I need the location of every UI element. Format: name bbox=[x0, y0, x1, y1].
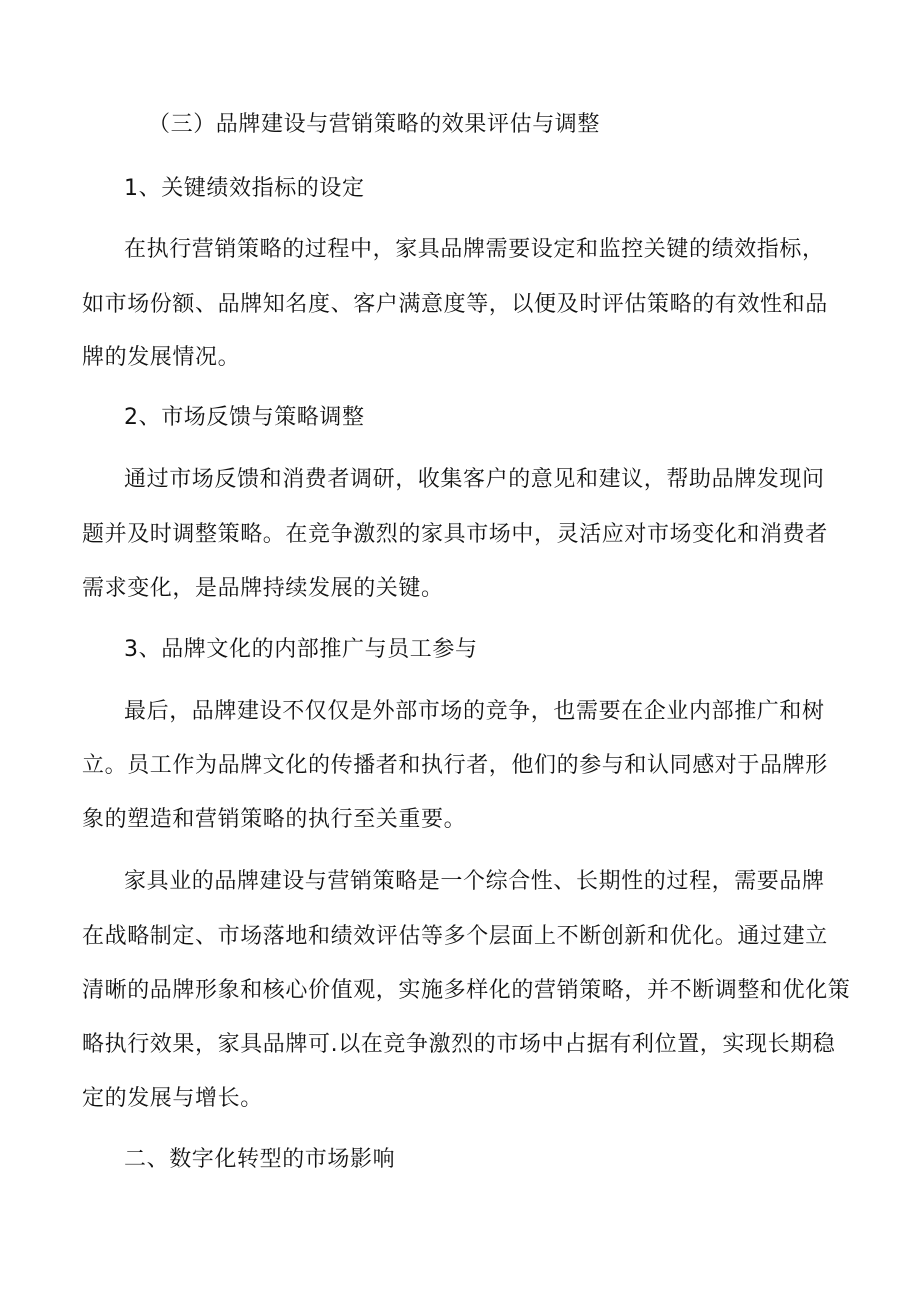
paragraph-line: 在战略制定、市场落地和绩效评估等多个层面上不断创新和优化。通过建立 bbox=[82, 924, 828, 949]
paragraph-line: 立。员工作为品牌文化的传播者和执行者，他们的参与和认同感对于品牌形 bbox=[82, 753, 828, 778]
paragraph-line: 在执行营销策略的过程中，家具品牌需要设定和监控关键的绩效指标， bbox=[124, 237, 825, 262]
paragraph-line: 如市场份额、品牌知名度、客户满意度等，以便及时评估策略的有效性和品 bbox=[82, 292, 828, 317]
subsection-heading-1: 1、关键绩效指标的设定 bbox=[124, 176, 365, 201]
subsection-heading-2: 2、市场反馈与策略调整 bbox=[124, 405, 365, 430]
paragraph-line: 清晰的品牌形象和核心价值观，实施多样化的营销策略，并不断调整和优化策 bbox=[82, 978, 851, 1003]
section-heading: （三）品牌建设与营销策略的效果评估与调整 bbox=[148, 112, 601, 137]
paragraph-line: 通过市场反馈和消费者调研，收集客户的意见和建议，帮助品牌发现问 bbox=[124, 467, 825, 492]
paragraph-line: 需求变化，是品牌持续发展的关键。 bbox=[82, 576, 444, 601]
paragraph-line: 牌的发展情况。 bbox=[82, 345, 241, 370]
paragraph-line: 最后，品牌建设不仅仅是外部市场的竞争，也需要在企业内部推广和树 bbox=[124, 699, 825, 724]
chapter-heading: 二、数字化转型的市场影响 bbox=[124, 1147, 396, 1172]
subsection-heading-3: 3、品牌文化的内部推广与员工参与 bbox=[124, 637, 478, 662]
paragraph-line: 象的塑造和营销策略的执行至关重要。 bbox=[82, 807, 467, 832]
paragraph-line: 略执行效果，家具品牌可.以在竞争激烈的市场中占据有利位置，实现长期稳 bbox=[82, 1032, 836, 1057]
paragraph-line: 家具业的品牌建设与营销策略是一个综合性、长期性的过程，需要品牌 bbox=[124, 869, 825, 894]
paragraph-line: 题并及时调整策略。在竞争激烈的家具市场中，灵活应对市场变化和消费者 bbox=[82, 522, 828, 547]
paragraph-line: 定的发展与增长。 bbox=[82, 1086, 263, 1111]
